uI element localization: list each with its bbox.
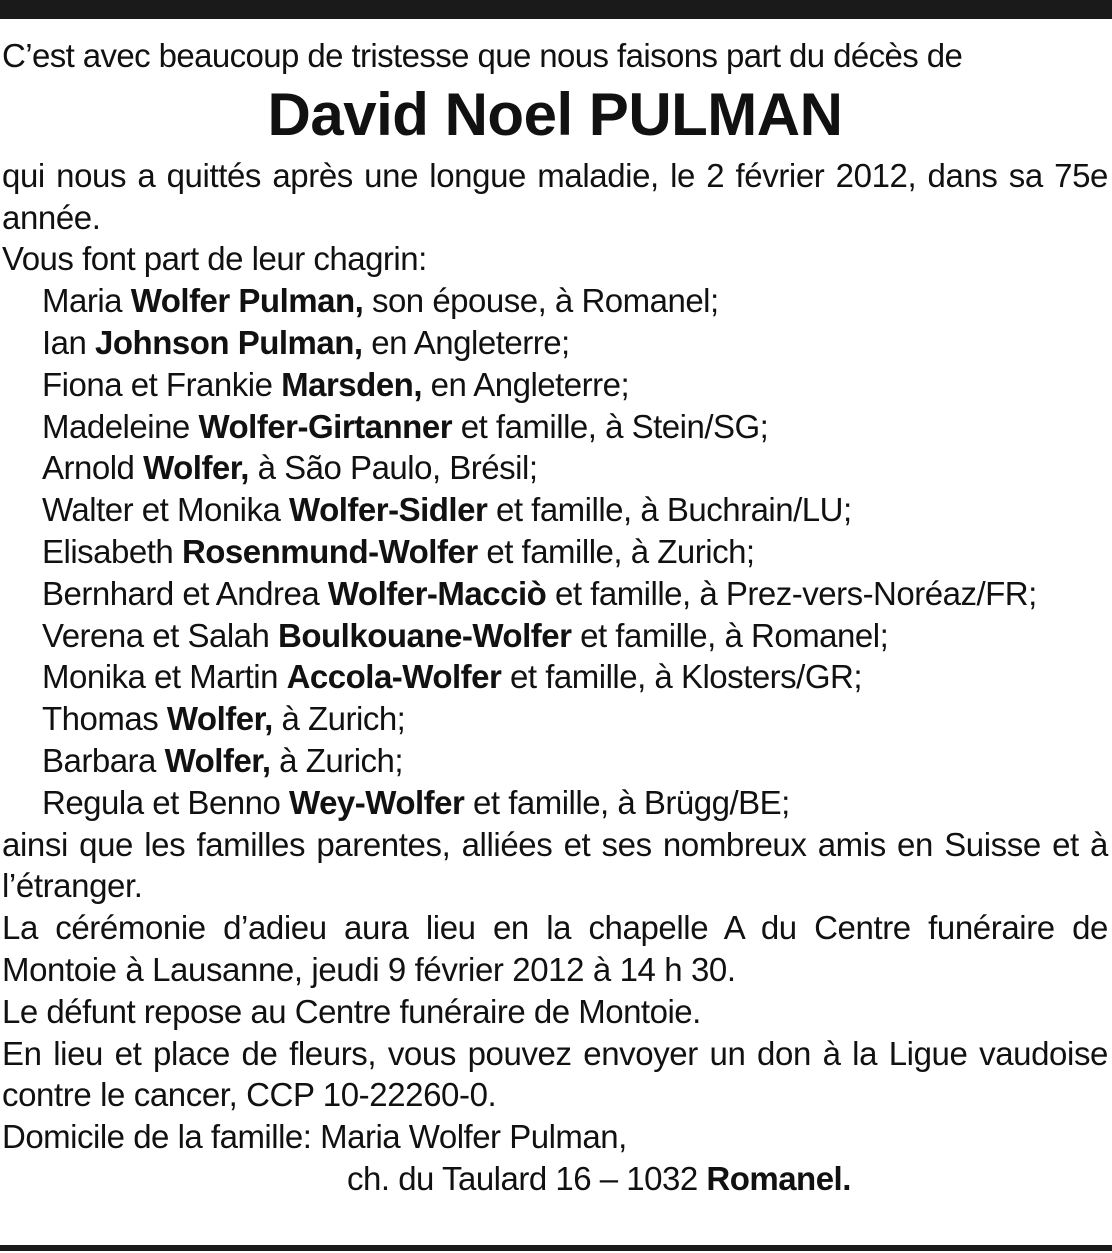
list-item: Arnold Wolfer, à São Paulo, Brésil;	[42, 449, 538, 487]
mourners-list	[2, 280, 1108, 823]
list-item: Fiona et Frankie Marsden, en Angleterre;	[42, 365, 630, 403]
grief-intro: Vous font part de leur chagrin:	[2, 240, 427, 278]
address-street: ch. du Taulard 16 – 1032	[347, 1159, 707, 1197]
deceased-name: David Noel PULMAN	[267, 80, 843, 148]
passing-text: qui nous a quittés après une longue maladie, le 2 février 2012, dans sa 75e année.	[2, 156, 1108, 236]
top-rule	[0, 0, 1112, 19]
list-item: Elisabeth Rosenmund-Wolfer et famille, à Zurich;	[42, 532, 755, 570]
list-item: Verena et Salah Boulkouane-Wolfer et famille, à Romanel;	[42, 616, 889, 654]
donation-text: En lieu et place de fleurs, vous pouvez envoyer un don à la Ligue vaudoise contre le cancer, CCP 10-22260-0.	[2, 1034, 1108, 1114]
list-item: Regula et Benno Wey-Wolfer et famille, à Brügg/BE;	[42, 783, 790, 821]
domicile-label: Domicile de la famille: Maria Wolfer Pulman,	[2, 1118, 627, 1156]
intro-text: C’est avec beaucoup de tristesse que nous faisons part du décès de	[2, 37, 963, 74]
list-item: Madeleine Wolfer-Girtanner et famille, à Stein/SG;	[42, 407, 769, 445]
list-item: Ian Johnson Pulman, en Angleterre;	[42, 323, 570, 361]
list-item: Walter et Monika Wolfer-Sidler et famille, à Buchrain/LU;	[42, 491, 852, 529]
list-item: Barbara Wolfer, à Zurich;	[42, 741, 404, 779]
families-text: ainsi que les familles parentes, alliées et ses nombreux amis en Suisse et à l’étranger.	[2, 825, 1108, 905]
list-item: Monika et Martin Accola-Wolfer et famille, à Klosters/GR;	[42, 658, 862, 696]
bottom-rule	[0, 1245, 1112, 1251]
list-item: Bernhard et Andrea Wolfer-Macciò et famille, à Prez-vers-Noréaz/FR;	[42, 574, 1037, 612]
obituary-notice	[2, 35, 1108, 1200]
resting-text: Le défunt repose au Centre funéraire de Montoie.	[2, 992, 701, 1030]
address-city: Romanel.	[706, 1159, 851, 1197]
ceremony-text: La cérémonie d’adieu aura lieu en la chapelle A du Centre funéraire de Montoie à Lausanne, jeudi 9 février 2012 à 14 h 30.	[2, 909, 1108, 988]
list-item: Maria Wolfer Pulman, son épouse, à Romanel;	[42, 282, 719, 320]
list-item: Thomas Wolfer, à Zurich;	[42, 700, 406, 738]
family-address	[2, 1158, 1108, 1200]
